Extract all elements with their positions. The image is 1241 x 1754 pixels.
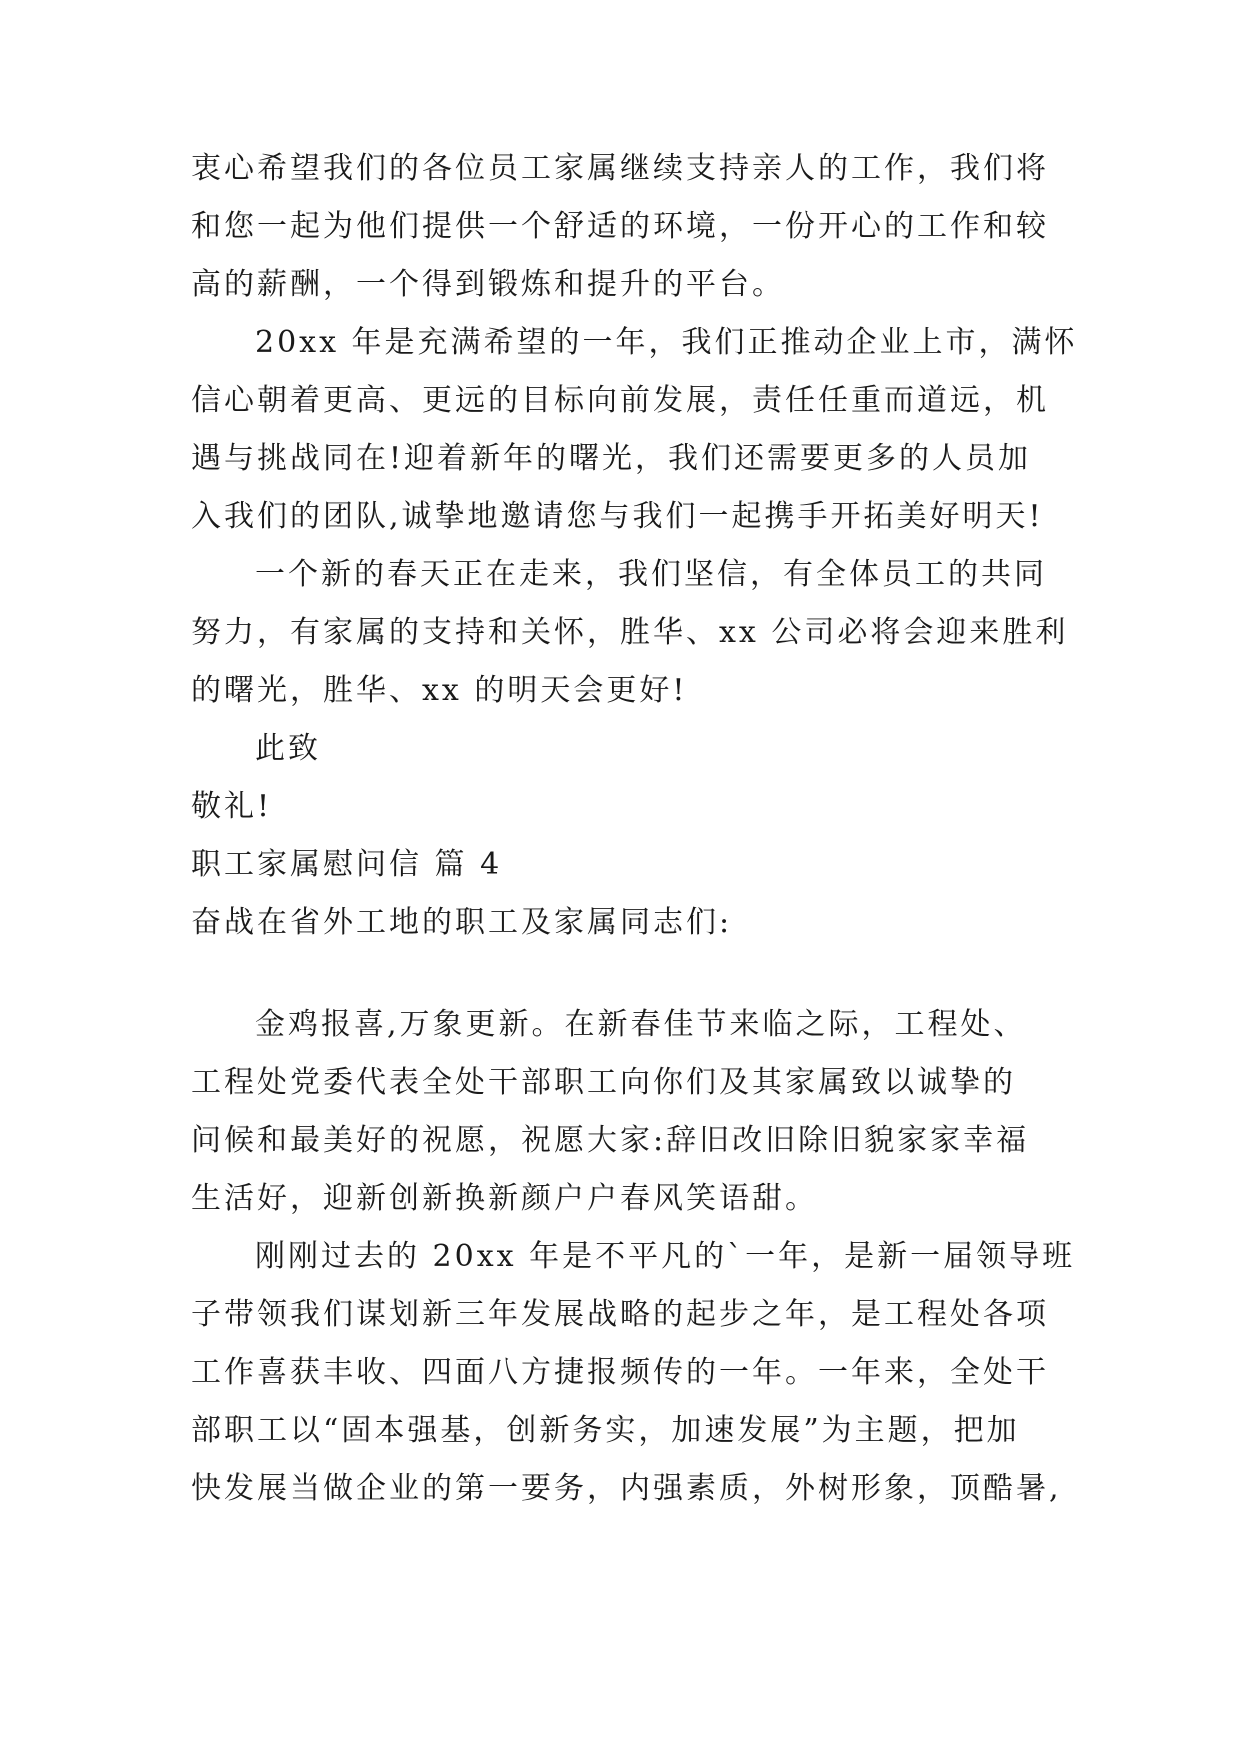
paragraph-line: 衷心希望我们的各位员工家属继续支持亲人的工作，我们将 bbox=[191, 151, 1049, 186]
paragraph-line: 部职工以“固本强基，创新务实，加速发展”为主题，把加 bbox=[191, 1413, 1020, 1448]
paragraph-line: 20xx 年是充满希望的一年，我们正推动企业上市，满怀 bbox=[255, 325, 1078, 360]
closing-regards: 敬礼! bbox=[191, 789, 273, 824]
paragraph-line: 的曙光，胜华、xx 的明天会更好! bbox=[191, 673, 688, 708]
paragraph-line: 入我们的团队,诚挚地邀请您与我们一起携手开拓美好明天! bbox=[191, 499, 1044, 534]
section-title: 职工家属慰问信 篇 4 bbox=[191, 847, 503, 882]
paragraph-line: 生活好，迎新创新换新颜户户春风笑语甜。 bbox=[191, 1181, 818, 1216]
paragraph-line: 信心朝着更高、更远的目标向前发展，责任任重而道远，机 bbox=[191, 383, 1049, 418]
paragraph-line: 快发展当做企业的第一要务，内强素质，外树形象，顶酷暑, bbox=[191, 1471, 1062, 1506]
letter-addressee: 奋战在省外工地的职工及家属同志们: bbox=[191, 905, 733, 940]
paragraph-line: 金鸡报喜,万象更新。在新春佳节来临之际，工程处、 bbox=[255, 1007, 1027, 1042]
paragraph-line: 努力，有家属的支持和关怀，胜华、xx 公司必将会迎来胜利 bbox=[191, 615, 1069, 650]
paragraph-line: 一个新的春天正在走来，我们坚信，有全体员工的共同 bbox=[255, 557, 1047, 592]
paragraph-line: 工程处党委代表全处干部职工向你们及其家属致以诚挚的 bbox=[191, 1065, 1016, 1100]
paragraph-line: 子带领我们谋划新三年发展战略的起步之年，是工程处各项 bbox=[191, 1297, 1049, 1332]
paragraph-line: 和您一起为他们提供一个舒适的环境，一份开心的工作和较 bbox=[191, 209, 1049, 244]
paragraph-line: 刚刚过去的 20xx 年是不平凡的`一年，是新一届领导班 bbox=[255, 1239, 1076, 1274]
paragraph-line: 工作喜获丰收、四面八方捷报频传的一年。一年来，全处干 bbox=[191, 1355, 1049, 1390]
paragraph-line: 遇与挑战同在!迎着新年的曙光，我们还需要更多的人员加 bbox=[191, 441, 1032, 476]
paragraph-line: 问候和最美好的祝愿，祝愿大家:辞旧改旧除旧貌家家幸福 bbox=[191, 1123, 1030, 1158]
paragraph-line: 高的薪酬，一个得到锻炼和提升的平台。 bbox=[191, 267, 785, 302]
closing-salutation: 此致 bbox=[255, 731, 321, 766]
